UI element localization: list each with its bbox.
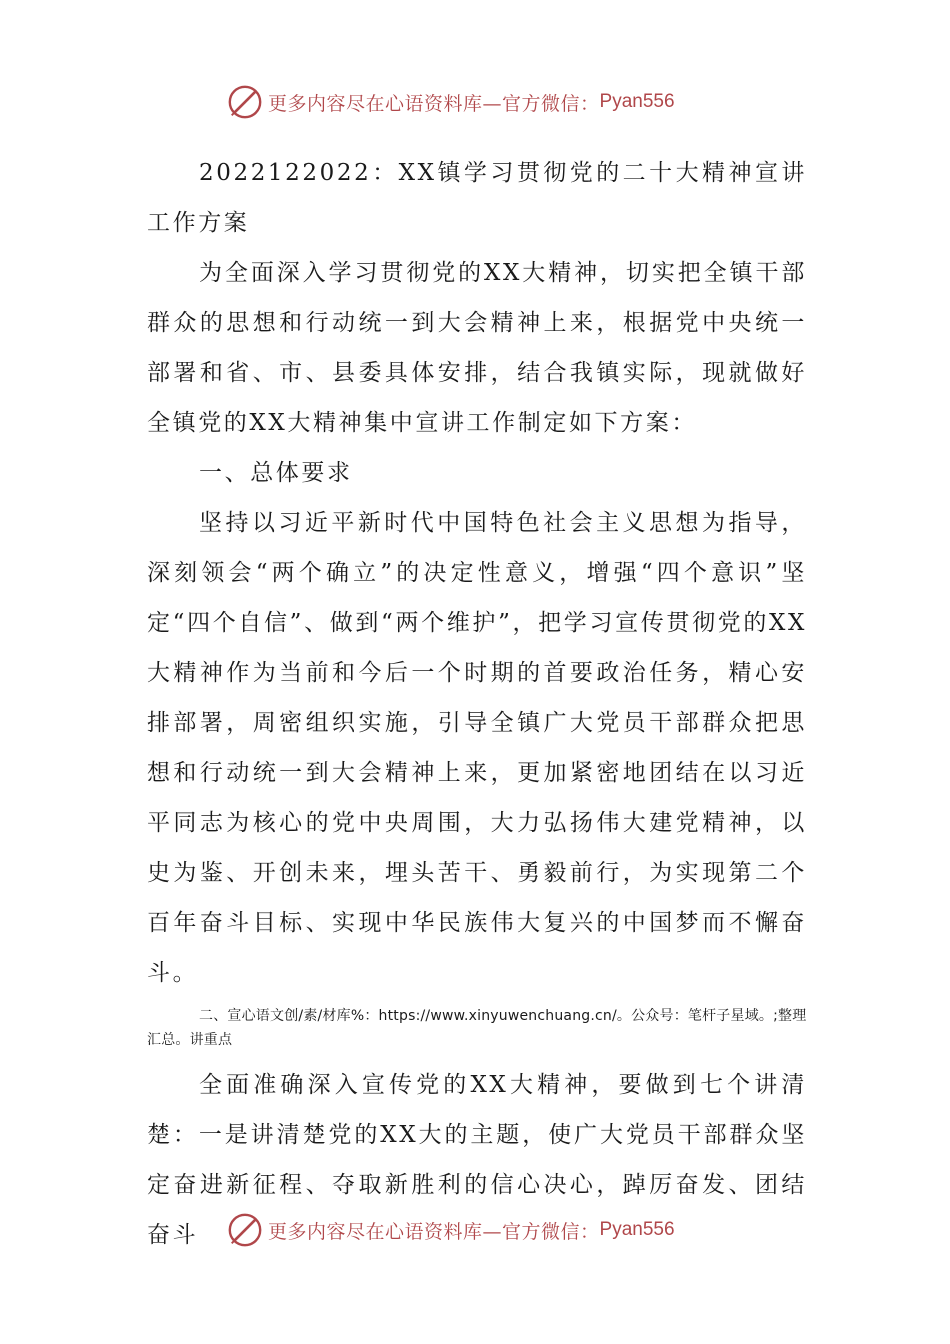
pen-logo-icon [226,1211,264,1249]
pen-logo-icon [226,83,264,121]
watermark-text: 更多内容尽在心语资料库—官方微信： [268,92,600,115]
section-1-heading: 一、总体要求 [199,460,353,486]
intro-paragraph: 为全面深入学习贯彻党的XX大精神，切实把全镇干部群众的思想和行动统一到大会精神上来，根据党中央统一部署和省、市、县委具体安排，结合我镇实际，现就做好全镇党的XX大精神集中宣讲工作制定如下方案： [147,260,807,436]
section-2-body: 全面准确深入宣传党的XX大精神，要做到七个讲清楚：一是讲清楚党的XX大的主题，使广大党员干部群众坚定奋进新征程、夺取新胜利的信心决心，踔厉奋发、团结奋斗 [147,1072,807,1248]
watermark-banner-bottom [0,1210,950,1250]
document-body [147,148,807,1260]
section-1-body: 坚持以习近平新时代中国特色社会主义思想为指导，深刻领会“两个确立”的决定性意义，增强“四个意识”坚定“四个自信”、做到“两个维护”，把学习宣传贯彻党的XX大精神作为当前和今后一个时期的首要政治任务，精心安排部署，周密组织实施，引导全镇广大党员干部群众把思想和行动统一到大会精神上来，更加紧密地团结在以习近平同志为核心的党中央周围，大力弘扬伟大建党精神，以史为鉴、开创未来，埋头苦干、勇毅前行，为实现第二个百年奋斗目标、实现中华民族伟大复兴的中国梦而不懈奋斗。 [147,510,807,986]
section-2-heading-note: 二、宣心语文创/素/材库%：https://www.xinyuwenchuang.cn/。公众号：笔杆子星域。;整理汇总。讲重点 [147,1008,807,1048]
watermark-text: 更多内容尽在心语资料库—官方微信： [268,1220,600,1243]
document-title: 2022122022：XX镇学习贯彻党的二十大精神宣讲工作方案 [147,160,807,236]
watermark-wechat-id: Pyan556 [599,1219,675,1240]
watermark-banner-top [0,82,950,122]
watermark-wechat-id: Pyan556 [599,91,675,112]
